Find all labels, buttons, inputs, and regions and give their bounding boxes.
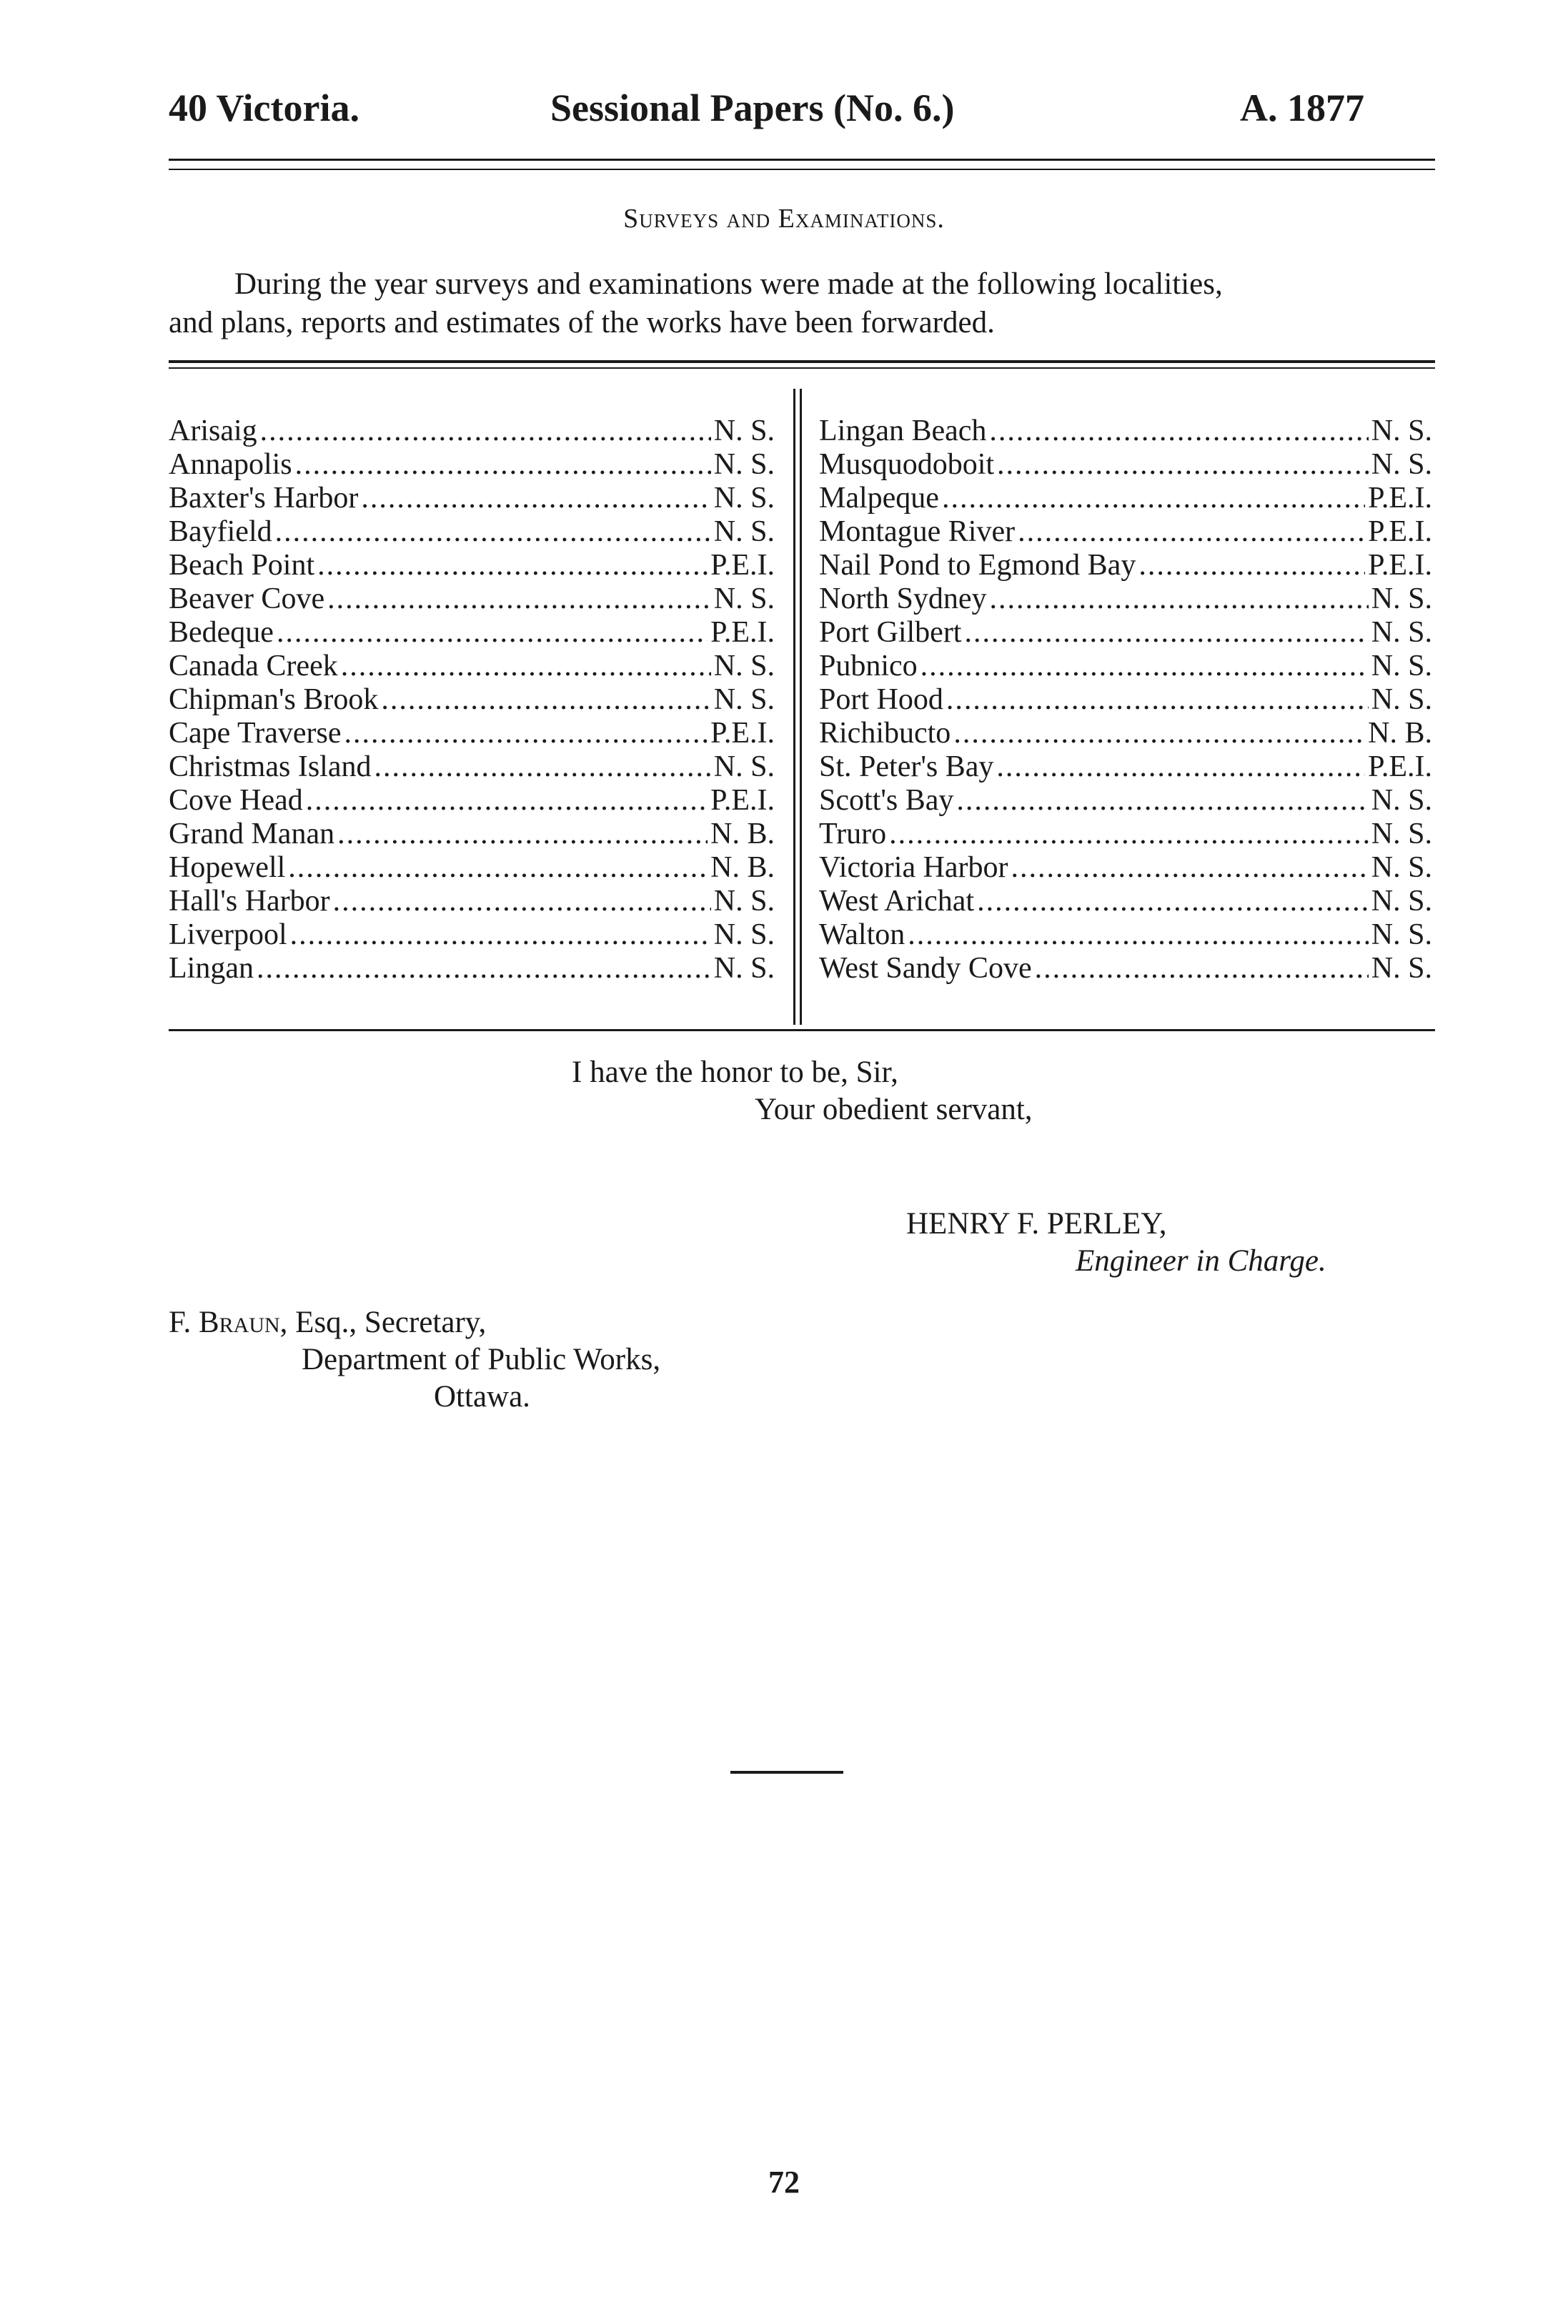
locality-row: [169, 784, 775, 818]
locality-row: [819, 818, 1432, 851]
leader-dots: [295, 448, 711, 482]
locality-row: [819, 414, 1432, 448]
province-code: N. S.: [1371, 885, 1432, 918]
locality-row: [169, 818, 775, 851]
intro-line-1: During the year surveys and examinations were made at the following localities,: [234, 267, 1223, 301]
locality-row: [819, 918, 1432, 952]
locality-name: Bayfield: [169, 515, 272, 548]
leader-dots: [977, 885, 1369, 918]
locality-name: Canada Creek: [169, 650, 338, 682]
leader-dots: [953, 717, 1365, 750]
leader-dots: [317, 549, 708, 582]
locality-name: West Arichat: [819, 885, 975, 918]
locality-row: [169, 918, 775, 952]
leader-dots: [946, 683, 1369, 717]
province-code: N. B.: [710, 818, 775, 850]
section-title: Surveys and Examinations.: [623, 204, 945, 234]
locality-row: [819, 683, 1432, 717]
locality-row: [169, 582, 775, 616]
province-code: P.E.I.: [710, 616, 775, 649]
province-code: P.E.I.: [1368, 515, 1432, 548]
intro-line-2: and plans, reports and estimates of the works have been forwarded.: [169, 306, 995, 339]
locality-row: [819, 482, 1432, 515]
table-rule-top-2: [169, 367, 1435, 369]
locality-name: West Sandy Cove: [819, 952, 1032, 985]
province-code: N. S.: [1371, 683, 1432, 716]
leader-dots: [344, 717, 708, 750]
locality-name: Hall's Harbor: [169, 885, 330, 918]
province-code: N. B.: [710, 851, 775, 884]
leader-dots: [942, 482, 1365, 515]
leader-dots: [277, 616, 708, 650]
locality-name: Arisaig: [169, 414, 257, 447]
locality-name: North Sydney: [819, 582, 987, 615]
locality-name: Chipman's Brook: [169, 683, 379, 716]
province-code: N. S.: [1371, 851, 1432, 884]
leader-dots: [306, 784, 708, 818]
province-code: N. S.: [1371, 616, 1432, 649]
header-year: A. 1877: [1240, 86, 1364, 129]
locality-row: [169, 482, 775, 515]
locality-row: [819, 549, 1432, 582]
locality-name: Port Gilbert: [819, 616, 962, 649]
leader-dots: [374, 750, 710, 784]
leader-dots: [333, 885, 711, 918]
locality-row: [169, 414, 775, 448]
leader-dots: [275, 515, 711, 549]
province-code: N. S.: [1371, 918, 1432, 951]
closing-ornament-rule: [730, 1771, 843, 1774]
province-code: N. S.: [713, 482, 775, 515]
locality-row: [169, 885, 775, 918]
leader-dots: [260, 414, 711, 448]
locality-name: Beach Point: [169, 549, 315, 582]
locality-row: [169, 851, 775, 885]
locality-name: Truro: [819, 818, 887, 850]
locality-name: Bedeque: [169, 616, 274, 649]
leader-dots: [889, 818, 1369, 851]
leader-dots: [956, 784, 1368, 818]
leader-dots: [341, 650, 711, 683]
locality-row: [819, 851, 1432, 885]
province-code: N. S.: [713, 750, 775, 783]
addressee-title: , Esq., Secretary,: [279, 1306, 487, 1339]
header-rule-bottom: [169, 169, 1435, 170]
locality-row: [819, 582, 1432, 616]
addressee-department: Department of Public Works,: [302, 1343, 661, 1376]
localities-left-column: [169, 414, 775, 985]
leader-dots: [288, 851, 708, 885]
locality-name: St. Peter's Bay: [819, 750, 994, 783]
locality-name: Cove Head: [169, 784, 303, 817]
province-code: N. S.: [1371, 650, 1432, 682]
locality-name: Port Hood: [819, 683, 943, 716]
leader-dots: [290, 918, 711, 952]
province-code: N. S.: [713, 582, 775, 615]
province-code: N. S.: [1371, 414, 1432, 447]
locality-name: Annapolis: [169, 448, 292, 481]
leader-dots: [1018, 515, 1365, 549]
locality-name: Lingan: [169, 952, 254, 985]
locality-row: [169, 750, 775, 784]
leader-dots: [327, 582, 711, 616]
locality-name: Lingan Beach: [819, 414, 987, 447]
leader-dots: [1138, 549, 1365, 582]
locality-row: [819, 650, 1432, 683]
locality-name: Musquodoboit: [819, 448, 995, 481]
page-number: 72: [768, 2165, 800, 2200]
province-code: N. S.: [713, 515, 775, 548]
locality-row: [169, 448, 775, 482]
locality-name: Hopewell: [169, 851, 286, 884]
province-code: P.E.I.: [710, 549, 775, 582]
leader-dots: [381, 683, 710, 717]
localities-right-column: [819, 414, 1432, 985]
addressee-name: [169, 1305, 486, 1340]
leader-dots: [1011, 851, 1369, 885]
leader-dots: [361, 482, 710, 515]
province-code: P.E.I.: [710, 717, 775, 750]
locality-row: [819, 750, 1432, 784]
locality-row: [169, 515, 775, 549]
locality-name: Walton: [819, 918, 905, 951]
province-code: P.E.I.: [710, 784, 775, 817]
province-code: P.E.I.: [1368, 750, 1432, 783]
province-code: N. S.: [713, 952, 775, 985]
locality-row: [169, 650, 775, 683]
locality-row: [819, 448, 1432, 482]
leader-dots: [997, 448, 1369, 482]
locality-row: [169, 717, 775, 750]
locality-name: Pubnico: [819, 650, 918, 682]
locality-row: [819, 784, 1432, 818]
locality-row: [169, 683, 775, 717]
header-rule-top: [169, 159, 1435, 161]
locality-name: Scott's Bay: [819, 784, 954, 817]
locality-name: Cape Traverse: [169, 717, 342, 750]
province-code: N. S.: [1371, 818, 1432, 850]
province-code: N. B.: [1368, 717, 1432, 750]
addressee-initial: F.: [169, 1306, 192, 1339]
province-code: N. S.: [713, 448, 775, 481]
column-divider-2: [800, 389, 802, 1025]
province-code: P.E.I.: [1368, 549, 1432, 582]
locality-name: Nail Pond to Egmond Bay: [819, 549, 1136, 582]
province-code: N. S.: [713, 885, 775, 918]
locality-row: [169, 616, 775, 650]
leader-dots: [964, 616, 1368, 650]
province-code: N. S.: [1371, 582, 1432, 615]
addressee-city: Ottawa.: [434, 1380, 530, 1414]
province-code: N. S.: [1371, 784, 1432, 817]
locality-row: [169, 549, 775, 582]
locality-name: Montague River: [819, 515, 1016, 548]
locality-name: Christmas Island: [169, 750, 372, 783]
province-code: N. S.: [713, 414, 775, 447]
leader-dots: [989, 414, 1368, 448]
locality-row: [819, 717, 1432, 750]
locality-name: Malpeque: [819, 482, 939, 515]
leader-dots: [990, 582, 1369, 616]
province-code: N. S.: [713, 683, 775, 716]
locality-row: [819, 952, 1432, 985]
header-volume: 40 Victoria.: [169, 86, 359, 129]
header-series: Sessional Papers (No. 6.): [550, 86, 955, 129]
leader-dots: [921, 650, 1369, 683]
province-code: N. S.: [1371, 448, 1432, 481]
closing-line-1: I have the honor to be, Sir,: [572, 1056, 898, 1089]
locality-row: [819, 616, 1432, 650]
locality-name: Liverpool: [169, 918, 287, 951]
province-code: N. S.: [1371, 952, 1432, 985]
locality-name: Baxter's Harbor: [169, 482, 359, 515]
closing-line-2: Your obedient servant,: [755, 1093, 1033, 1126]
leader-dots: [996, 750, 1365, 784]
table-rule-bottom: [169, 1029, 1435, 1031]
province-code: N. S.: [713, 918, 775, 951]
leader-dots: [1035, 952, 1369, 985]
locality-row: [819, 885, 1432, 918]
leader-dots: [337, 818, 708, 851]
signature-name: HENRY F. PERLEY,: [906, 1207, 1167, 1241]
signature-title: Engineer in Charge.: [1076, 1244, 1326, 1278]
locality-name: Victoria Harbor: [819, 851, 1008, 884]
addressee-surname: Braun: [198, 1306, 280, 1339]
table-rule-top-1: [169, 360, 1435, 363]
locality-name: Beaver Cove: [169, 582, 325, 615]
locality-name: Richibucto: [819, 717, 951, 750]
column-divider-1: [793, 389, 795, 1025]
locality-row: [819, 515, 1432, 549]
province-code: P.E.I.: [1368, 482, 1432, 515]
province-code: N. S.: [713, 650, 775, 682]
locality-name: Grand Manan: [169, 818, 335, 850]
locality-row: [169, 952, 775, 985]
leader-dots: [257, 952, 711, 985]
leader-dots: [908, 918, 1369, 952]
